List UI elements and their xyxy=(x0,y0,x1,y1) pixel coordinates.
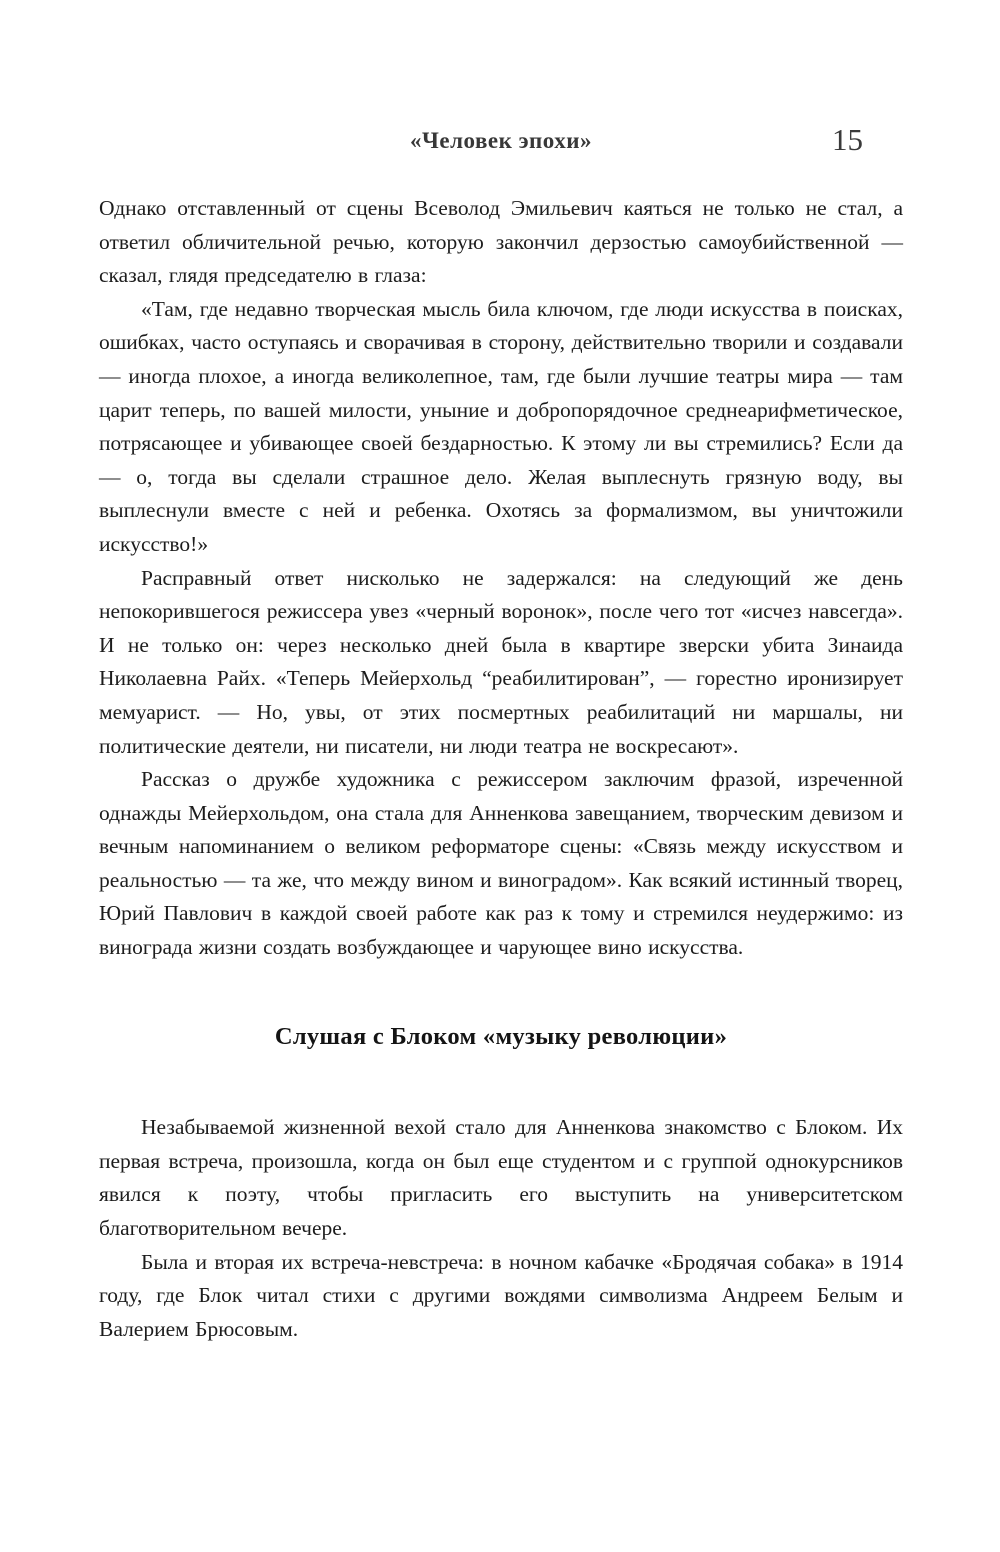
paragraph: «Там, где недавно творческая мысль била ключом, где люди искусства в поисках, ошибках, часто оступаясь и сворачивая в сторону, действительно творили и создавали — иногда плохое, а иногда великолепное, там, где были лучшие театры мира — там царит теперь, по вашей милости, уныние и добропорядочное среднеарифметическое, потрясающее и убивающее своей бездарностью. К этому ли вы стремились? Если да — о, тогда вы сделали страшное дело. Желая выплеснуть грязную воду, вы выплеснули вместе с ней и ребенка. Охотясь за формализмом, вы уничтожили искусство!» xyxy=(99,296,903,556)
paragraph: Незабываемой жизненной вехой стало для Анненкова знакомство с Блоком. Их первая встреча, произошла, когда он был еще студентом и с группой однокурсников явился к поэту, чтобы пригласить его выступить на университетском благотворительном вечере. xyxy=(99,1115,903,1241)
body-text xyxy=(99,192,903,1346)
paragraph: Однако отставленный от сцены Всеволод Эмильевич каяться не только не стал, а ответил обличительной речью, которую закончил дерзостью самоубийственной — сказал, глядя председателю в глаза: xyxy=(99,196,903,288)
running-head: «Человек эпохи» xyxy=(410,128,592,153)
page-header xyxy=(99,122,903,162)
page-number: 15 xyxy=(832,122,863,157)
paragraph: Расправный ответ нисколько не задержался: на следующий же день непокорившегося режиссера увез «черный воронок», после чего тот «исчез навсегда». И не только он: через несколько дней была в квартире зверски убита Зинаида Николаевна Райх. «Теперь Мейерхольд “реабилитирован”, — горестно иронизирует мемуарист. — Но, увы, от этих посмертных реабилитаций ни маршалы, ни политические деятели, ни писатели, ни люди театра не воскресают». xyxy=(99,565,903,758)
section-heading: Слушая с Блоком «музыку революции» xyxy=(274,1022,728,1050)
paragraph: Была и вторая их встреча-невстреча: в ночном кабачке «Бродячая собака» в 1914 году, где Блок читал стихи с другими вождями символизма Андреем Белым и Валерием Брюсовым. xyxy=(99,1249,903,1341)
paragraph: Рассказ о дружбе художника с режиссером заключим фразой, изреченной однажды Мейерхольдом, она стала для Анненкова завещанием, творческим девизом и вечным напоминанием о великом реформаторе сцены: «Связь между искусством и реальностью — та же, что между вином и виноградом». Как всякий истинный творец, Юрий Павлович в каждой своей работе как раз к тому и стремился неудержимо: из винограда жизни создать возбуждающее и чарующее вино искусства. xyxy=(99,767,903,960)
